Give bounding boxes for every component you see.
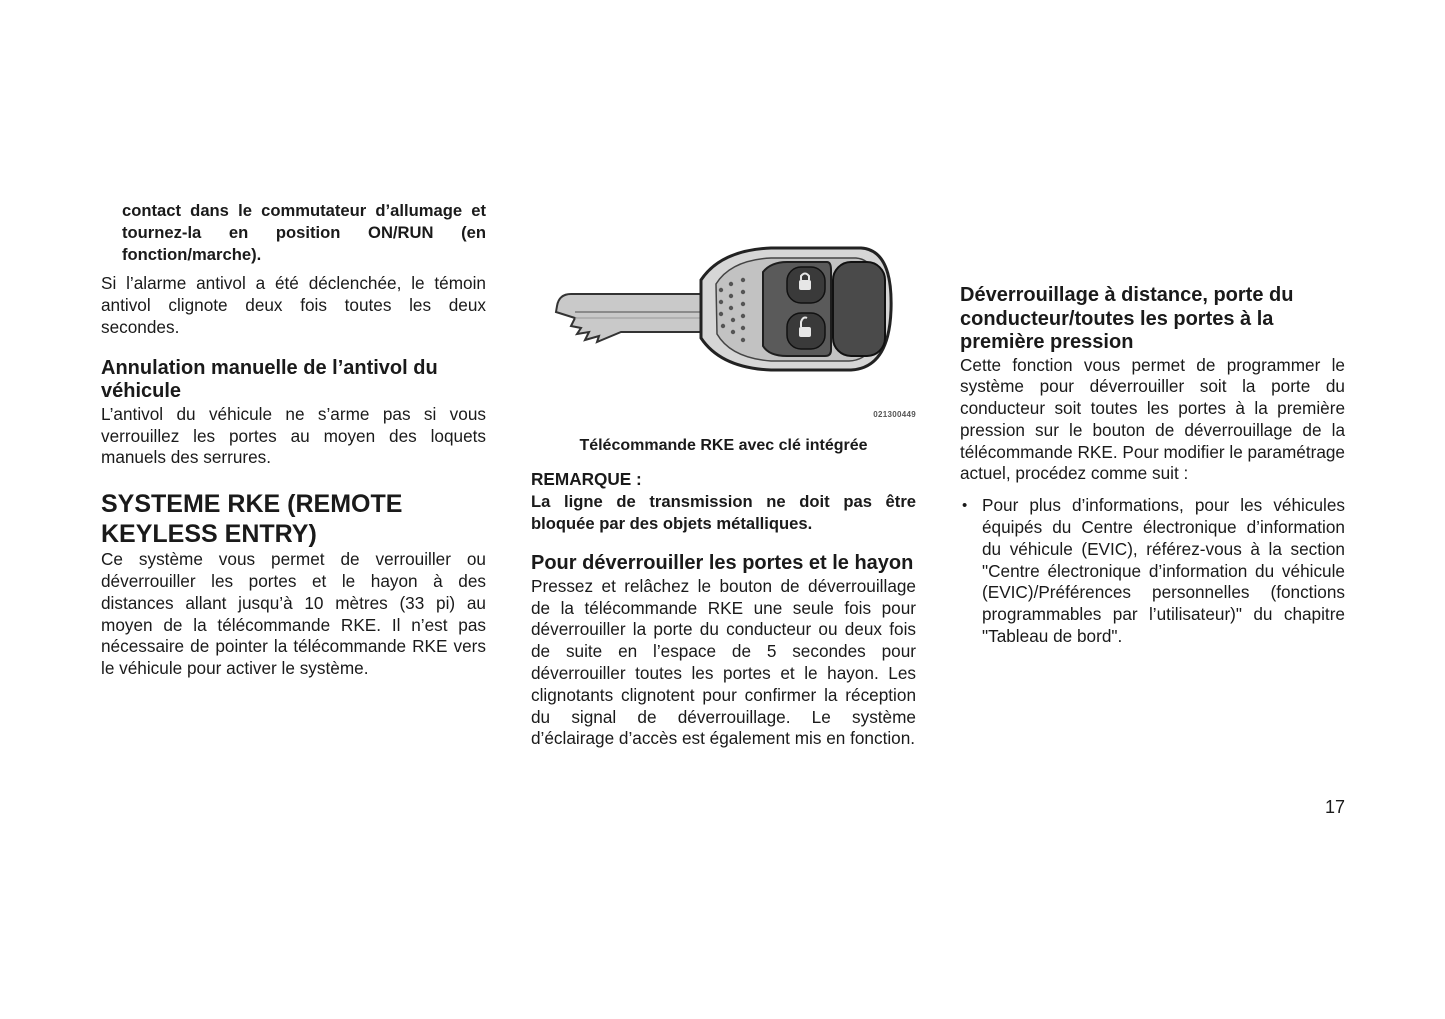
page-number: 17 <box>1325 797 1346 817</box>
manual-cancel-paragraph: L’antivol du véhicule ne s’arme pas si vous verrouillez les portes au moyen des loquets manuels des serrures. <box>101 403 486 468</box>
rke-figure <box>531 200 916 430</box>
unlock-paragraph: Pressez et relâchez le bouton de déverrouillage de la télécommande RKE une seule fois pour déverrouiller la porte du conducteur ou deux fois de suite en l’espace de 5 secondes pour déverrouiller toutes les portes et le hayon. Les clignotants clignotent pour confirmer la réception du signal de déverrouillage. Le système d’éclairage d’accès est également mis en fonction. <box>531 575 916 749</box>
figure-caption: Télécommande RKE avec clé intégrée <box>579 437 868 454</box>
heading-rke-system: SYSTEME RKE (REMOTE KEYLESS ENTRY) <box>101 490 403 549</box>
column-middle <box>531 200 916 750</box>
bullet-list <box>960 495 1345 648</box>
ignition-instruction: contact dans le commutateur d’allumage et tournez-la en position ON/RUN (en fonction/marche). <box>122 201 486 264</box>
column-left <box>101 200 486 680</box>
remote-unlock-paragraph: Cette fonction vous permet de programmer le système pour déverrouiller soit la porte du conducteur soit toutes les portes à la première pression sur le bouton de déverrouillage de la télécommande RKE. Pour modifier le paramétrage actuel, procédez comme suit : <box>960 354 1345 484</box>
bullet-dot-icon: • <box>962 497 968 515</box>
heading-unlock: Pour déverrouiller les portes et le hayon <box>531 552 914 575</box>
heading-remote-unlock: Déverrouillage à distance, porte du conducteur/toutes les portes à la première pression <box>960 284 1294 353</box>
rke-key-fob-icon <box>531 200 916 425</box>
alarm-paragraph: Si l’alarme antivol a été déclenchée, le témoin antivol clignote deux fois toutes les deux secondes. <box>101 273 486 337</box>
note-text: La ligne de transmission ne doit pas être bloquée par des objets métalliques. <box>531 491 916 533</box>
note-label: REMARQUE : <box>531 469 642 489</box>
rke-paragraph: Ce système vous permet de verrouiller ou déverrouiller les portes et le hayon à des distances allant jusqu’à 10 mètres (33 pi) au moyen de la télécommande RKE. Il n’est pas nécessaire de pointer la télécommande RKE vers le véhicule pour activer le système. <box>101 549 486 679</box>
column-right <box>960 200 1345 648</box>
list-item-text: Pour plus d’informations, pour les véhicules équipés du Centre électronique d’information du véhicule (EVIC), référez-vous à la section "Centre électronique d’information du véhicule (EVIC)/Préférences personnelles (fonctions programmables par l’utilisateur)" du chapitre "Tableau de bord". <box>982 495 1345 647</box>
heading-manual-cancel: Annulation manuelle de l’antivol du véhicule <box>101 356 438 403</box>
figure-code: 021300449 <box>873 410 916 419</box>
list-item <box>960 495 1345 648</box>
